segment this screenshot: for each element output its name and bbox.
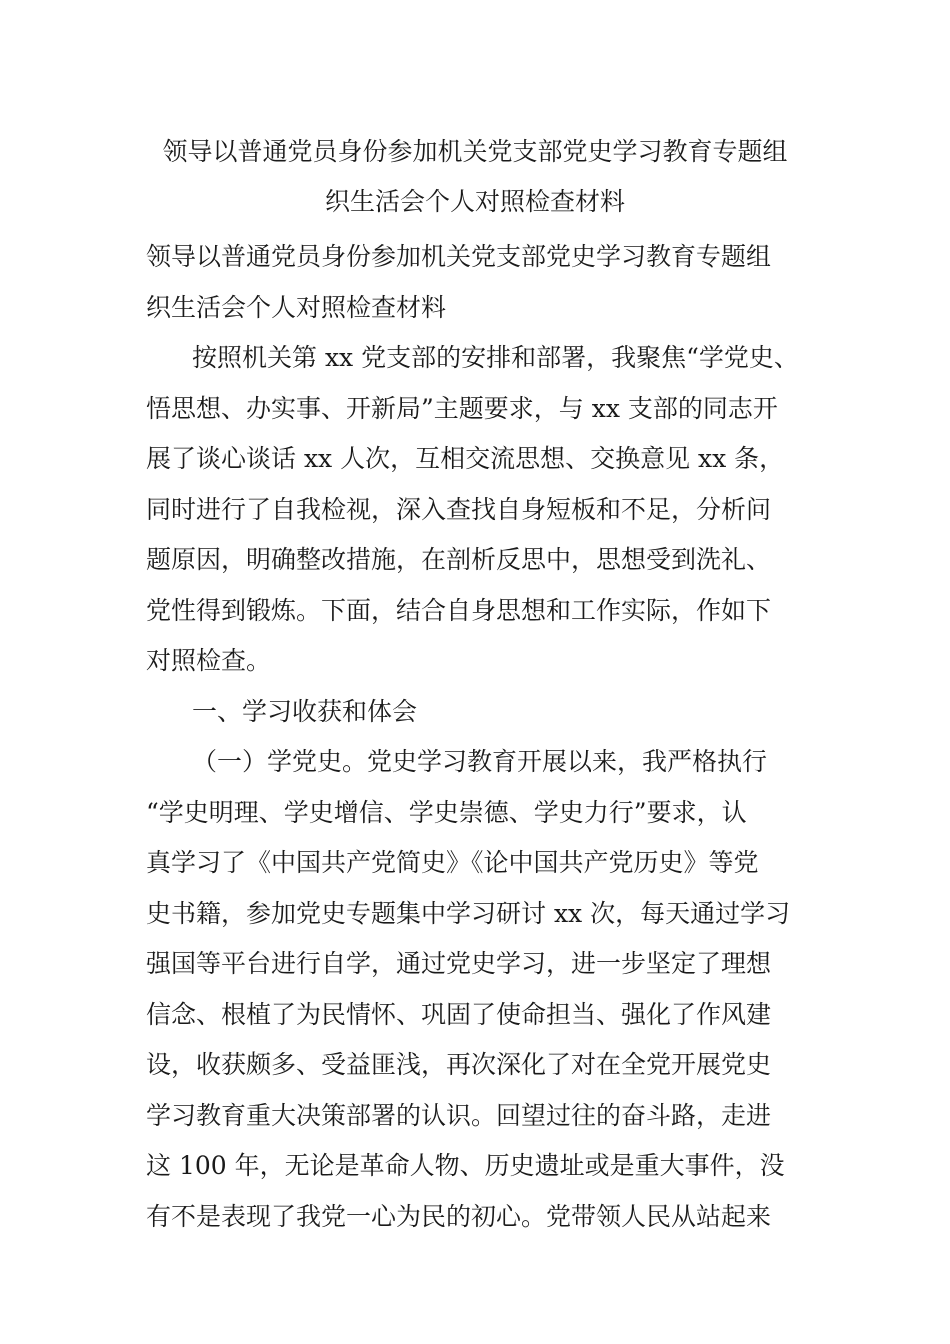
document-title-line-1: 领导以普通党员身份参加机关党支部党史学习教育专题组 bbox=[162, 137, 788, 166]
paragraph-line: 党性得到锻炼。下面，结合自身思想和工作实际，作如下 bbox=[146, 595, 772, 625]
paragraph-line: 强国等平台进行自学，通过党史学习，进一步坚定了理想 bbox=[146, 949, 772, 978]
document-body bbox=[146, 232, 826, 1242]
repeated-title-line-2: 织生活会个人对照检查材料 bbox=[146, 292, 447, 322]
paragraph-line: 学习教育重大决策部署的认识。回望过往的奋斗路，走进 bbox=[146, 1100, 772, 1130]
paragraph-line: 展了谈心谈话 xx 人次，互相交流思想、交换意见 xx 条， bbox=[146, 444, 785, 473]
document-title-line-2: 织生活会个人对照检查材料 bbox=[324, 187, 625, 216]
paragraph-line: 悟思想、办实事、开新局”主题要求，与 xx 支部的同志开 bbox=[146, 393, 778, 423]
paragraph-line: 设，收获颇多、受益匪浅，再次深化了对在全党开展党史 bbox=[146, 1050, 772, 1079]
paragraph-line: 对照检查。 bbox=[146, 646, 272, 675]
paragraph-line: 有不是表现了我党一心为民的初心。党带领人民从站起来 bbox=[146, 1201, 772, 1231]
section-heading: 一、学习收获和体会 bbox=[192, 696, 418, 726]
paragraph-line: 同时进行了自我检视，深入查找自身短板和不足，分析问 bbox=[146, 494, 772, 524]
paragraph-line: 史书籍，参加党史专题集中学习研讨 xx 次，每天通过学习 bbox=[146, 898, 791, 928]
paragraph-line: 题原因，明确整改措施，在剖析反思中，思想受到洗礼、 bbox=[146, 545, 772, 574]
paragraph-line: “学史明理、学史增信、学史崇德、学史力行”要求，认 bbox=[146, 797, 747, 827]
paragraph-line: 真学习了《中国共产党简史》《论中国共产党历史》等党 bbox=[146, 848, 759, 877]
paragraph-line: 这 100 年，无论是革命人物、历史遗址或是重大事件，没 bbox=[146, 1151, 785, 1180]
repeated-title-line-1: 领导以普通党员身份参加机关党支部党史学习教育专题组 bbox=[146, 242, 772, 271]
paragraph-line: （一）学党史。党史学习教育开展以来，我严格执行 bbox=[192, 747, 768, 776]
paragraph-line: 按照机关第 xx 党支部的安排和部署，我聚焦“学党史、 bbox=[192, 343, 799, 372]
paragraph-line: 信念、根植了为民情怀、巩固了使命担当、强化了作风建 bbox=[146, 999, 772, 1029]
